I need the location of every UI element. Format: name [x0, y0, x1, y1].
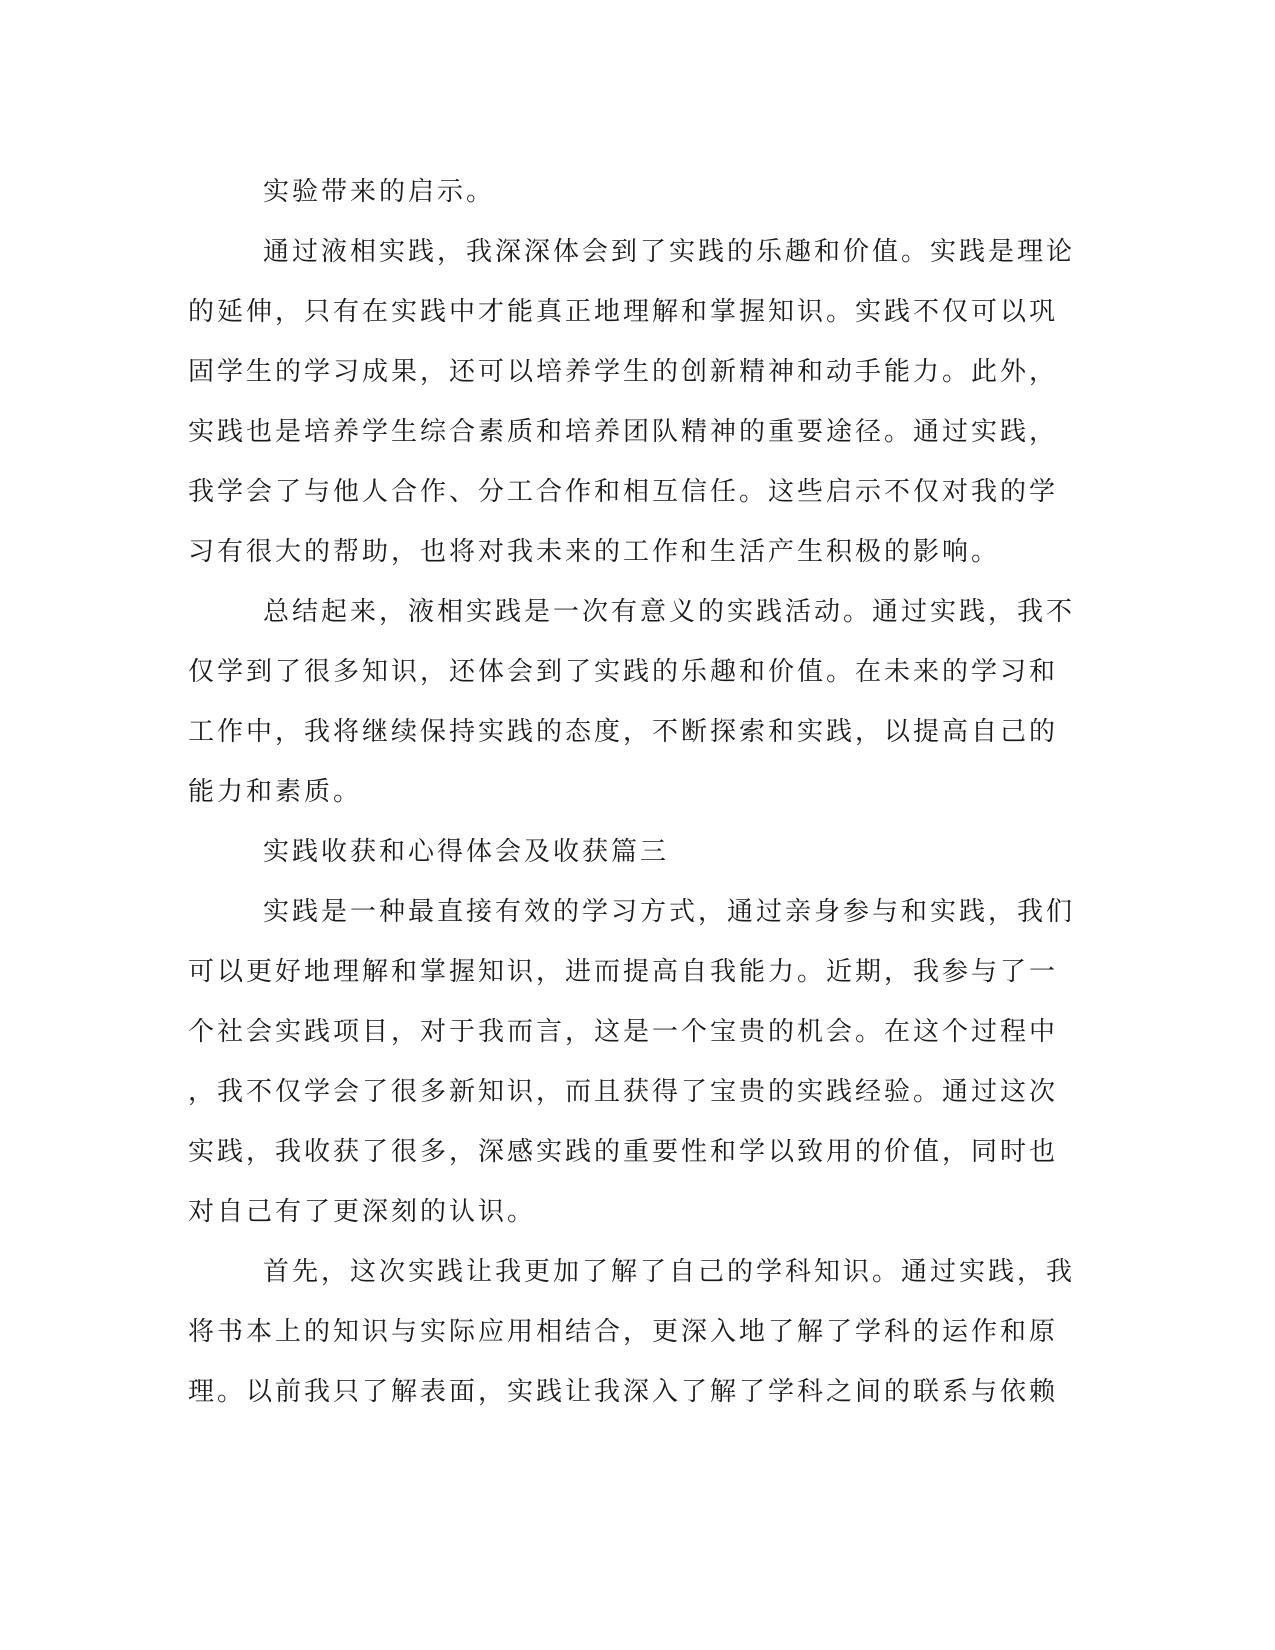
text-line: 仅学到了很多知识，还体会到了实践的乐趣和价值。在未来的学习和 — [188, 657, 1059, 687]
text-line: 实践也是培养学生综合素质和培养团队精神的重要途径。通过实践， — [188, 417, 1059, 447]
text-line: 实验带来的启示。 — [263, 177, 496, 207]
document-body — [188, 162, 1076, 1422]
text-line: 对自己有了更深刻的认识。 — [188, 1197, 537, 1227]
paragraph-start-line: 通过液相实践，我深深体会到了实践的乐趣和价值。实践是理论 — [263, 237, 1076, 267]
text-line: 实践，我收获了很多，深感实践的重要性和学以致用的价值，同时也 — [188, 1137, 1059, 1167]
text-line: ，我不仅学会了很多新知识，而且获得了宝贵的实践经验。通过这次 — [188, 1077, 1059, 1107]
text-line: 理。以前我只了解表面，实践让我深入了解了学科之间的联系与依赖 — [188, 1377, 1059, 1407]
section-heading: 实践收获和心得体会及收获篇三 — [263, 837, 670, 867]
text-line: 能力和素质。 — [188, 777, 363, 807]
text-line: 工作中，我将继续保持实践的态度，不断探索和实践，以提高自己的 — [188, 717, 1059, 747]
text-line: 习有很大的帮助，也将对我未来的工作和生活产生积极的影响。 — [188, 537, 1001, 567]
text-line: 个社会实践项目，对于我而言，这是一个宝贵的机会。在这个过程中 — [188, 1017, 1059, 1047]
paragraph-start-line: 总结起来，液相实践是一次有意义的实践活动。通过实践，我不 — [263, 597, 1076, 627]
paragraph-start-line: 首先，这次实践让我更加了解了自己的学科知识。通过实践，我 — [263, 1257, 1076, 1287]
text-line: 我学会了与他人合作、分工合作和相互信任。这些启示不仅对我的学 — [188, 477, 1059, 507]
text-line: 的延伸，只有在实践中才能真正地理解和掌握知识。实践不仅可以巩 — [188, 297, 1059, 327]
text-line: 将书本上的知识与实际应用相结合，更深入地了解了学科的运作和原 — [188, 1317, 1059, 1347]
text-line: 可以更好地理解和掌握知识，进而提高自我能力。近期，我参与了一 — [188, 957, 1059, 987]
text-line: 固学生的学习成果，还可以培养学生的创新精神和动手能力。此外， — [188, 357, 1059, 387]
paragraph-start-line: 实践是一种最直接有效的学习方式，通过亲身参与和实践，我们 — [263, 897, 1076, 927]
